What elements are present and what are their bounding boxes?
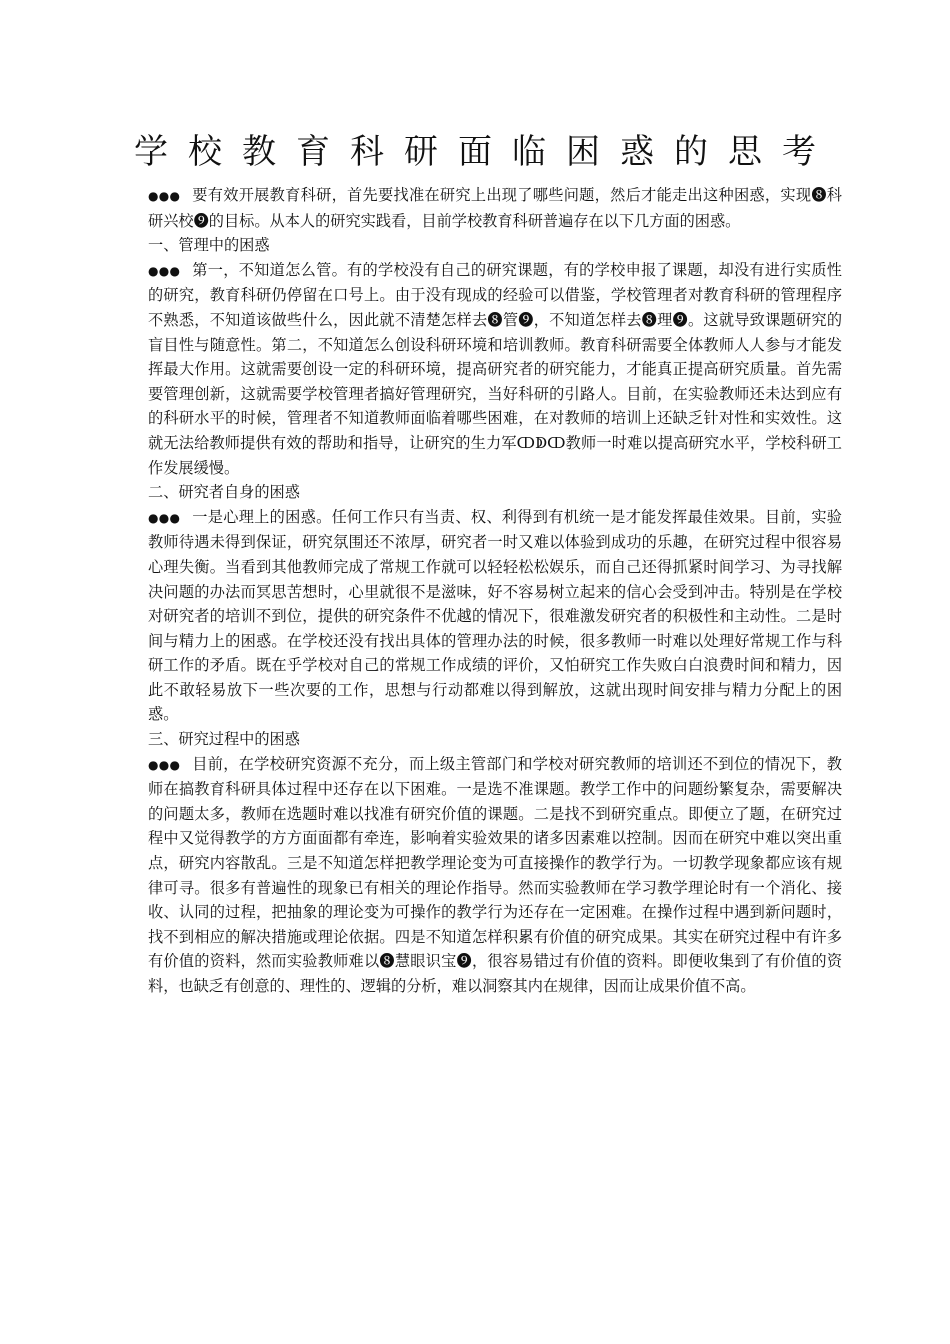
bullet-icon: ●●● bbox=[148, 510, 181, 525]
paragraph-researcher bbox=[148, 505, 842, 727]
document-title: 学校教育科研面临困惑的思考 bbox=[134, 132, 836, 172]
document-body bbox=[148, 183, 842, 999]
paragraph-text: 要有效开展教育科研，首先要找准在研究上出现了哪些问题，然后才能走出这种困惑，实现❽科研兴校❾的目标。从本人的研究实践看，目前学校教育科研普遍存在以下几方面的困惑。 bbox=[148, 186, 842, 230]
bullet-icon: ●●● bbox=[148, 263, 181, 278]
paragraph-text: 目前，在学校研究资源不充分，而上级主管部门和学校对研究教师的培训还不到位的情况下，教师在搞教育科研具体过程中还存在以下困难。一是选不准课题。教学工作中的问题纷繁复杂，需要解决的问题太多，教师在选题时难以找准有研究价值的课题。二是找不到研究重点。即便立了题，在研究过程中又觉得教学的方方面面都有牵连，影响着实验效果的诸多因素难以控制。因而在研究中难以突出重点，研究内容散乱。三是不知道怎样把教学理论变为可直接操作的教学行为。一切教学现象都应该有规律可寻。很多有普遍性的现象已有相关的理论作指导。然而实验教师在学习教学理论时有一个消化、接收、认同的过程，把抽象的理论变为可操作的教学行为还存在一定困难。在操作过程中遇到新问题时，找不到相应的解决措施或理论依据。四是不知道怎样积累有价值的研究成果。其实在研究过程中有许多有价值的资料，然而实验教师难以❽慧眼识宝❾，很容易错过有价值的资料。即便收集到了有价值的资料，也缺乏有创意的、理性的、逻辑的分析，难以洞察其内在规律，因而让成果价值不高。 bbox=[148, 754, 842, 995]
bullet-icon: ●●● bbox=[148, 189, 181, 203]
paragraph-text: 一是心理上的困惑。任何工作只有当责、权、利得到有机统一是才能发挥最佳效果。目前，实验教师待遇未得到保证，研究氛围还不浓厚，研究者一时又难以体验到成功的乐趣，在研究过程中很容易心理失衡。当看到其他教师完成了常规工作就可以轻轻松松娱乐，而自己还得抓紧时间学习、为寻找解决问题的办法而冥思苦想时，心里就很不是滋味，好不容易树立起来的信心会受到冲击。特别是在学校对研究者的培训不到位，提供的研究条件不优越的情况下，很难激发研究者的积极性和主动性。二是时间与精力上的困惑。在学校还没有找出具体的管理办法的时候，很多教师一时难以处理好常规工作与科研工作的矛盾。既在乎学校对自己的常规工作成绩的评价，又怕研究工作失败白白浪费时间和精力，因此不敢轻易放下一些次要的工作，思想与行动都难以得到解放，这就出现时间安排与精力分配上的困惑。 bbox=[148, 507, 842, 724]
paragraph-management bbox=[148, 258, 842, 480]
section-heading-researcher: 二、研究者自身的困惑 bbox=[148, 483, 300, 502]
section-heading-process: 三、研究过程中的困惑 bbox=[148, 730, 300, 749]
paragraph-intro bbox=[148, 183, 842, 233]
paragraph-process bbox=[148, 752, 842, 999]
section-heading-management: 一、管理中的困惑 bbox=[148, 236, 270, 255]
paragraph-text: 第一，不知道怎么管。有的学校没有自己的研究课题，有的学校申报了课题，却没有进行实质性的研究，教育科研仍停留在口号上。由于没有现成的经验可以借鉴，学校管理者对教育科研的管理程序不熟悉，不知道该做些什么，因此就不清楚怎样去❽管❾，不知道怎样去❽理❾。这就导致课题研究的盲目性与随意性。第二，不知道怎么创设科研环境和培训教师。教育科研需要全体教师人人参与才能发挥最大作用。这就需要创设一定的科研环境，提高研究者的研究能力，才能真正提高研究质量。首先需要管理创新，这就需要学校管理者搞好管理研究，当好科研的引路人。目前，在实验教师还未达到应有的科研水平的时候，管理者不知道教师面临着哪些困难，在对教师的培训上还缺乏针对性和实效性。这就无法给教师提供有效的帮助和指导，让研究的生力军ↀↁↀ教师一时难以提高研究水平，学校科研工作发展缓慢。 bbox=[148, 260, 842, 477]
bullet-icon: ●●● bbox=[148, 757, 181, 772]
